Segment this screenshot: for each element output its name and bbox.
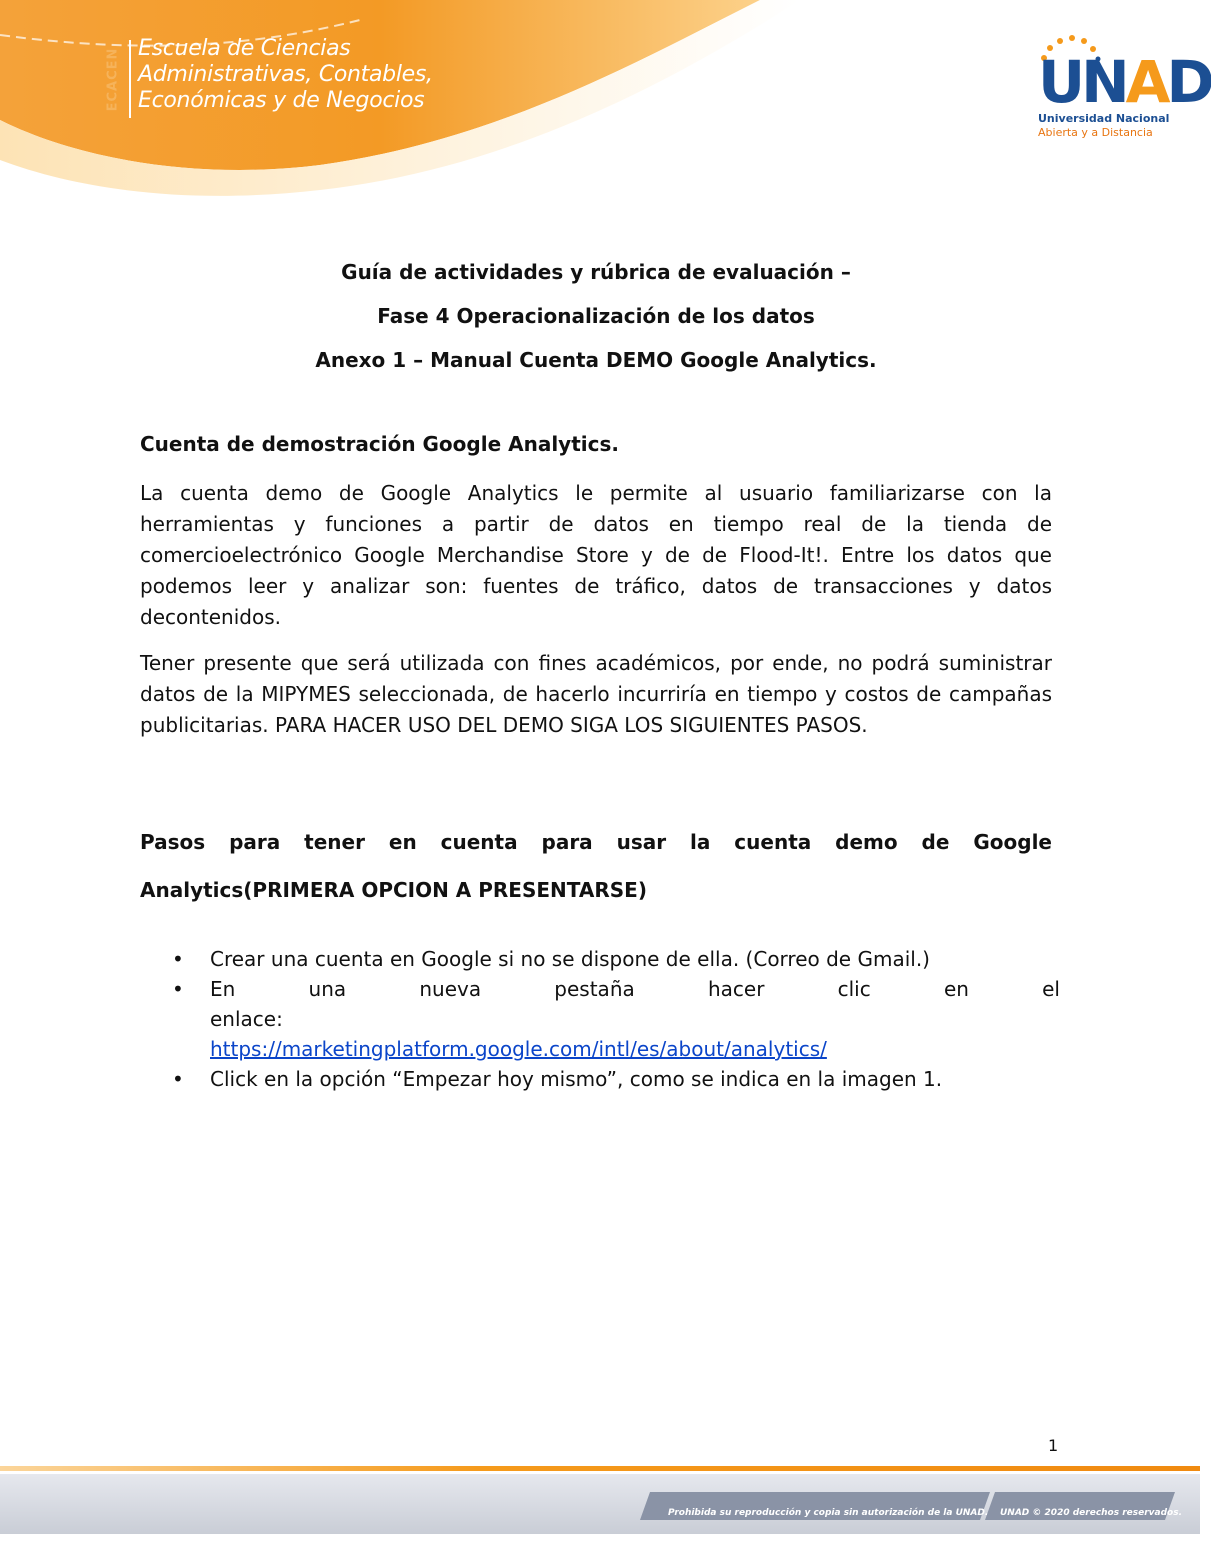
list-item xyxy=(140,974,1060,1064)
ecacen-vertical-label: ECACEN xyxy=(105,47,121,111)
school-line-3: Económicas y de Negocios xyxy=(138,88,425,113)
paragraph-intro: La cuenta demo de Google Analytics le permite al usuario familiarizarse con la herramientas y funciones a partir de datos en tiempo real de la tienda de comercioelectrónico Google Merchandise Store y de de Flood-It!. Entre los datos que podemos leer y analizar son: fuentes de tráfico, datos de transacciones y datos decontenidos. xyxy=(140,481,1052,629)
footer-copyright-notice: Prohibida su reproducción y copia sin autorización de la UNAD. xyxy=(668,1508,989,1518)
school-line-1: Escuela de Ciencias xyxy=(138,36,351,61)
unad-logo xyxy=(1030,30,1211,140)
step-3-text: Click en la opción “Empezar hoy mismo”, como se indica en la imagen 1. xyxy=(210,1067,943,1091)
steps-heading: Pasos para tener en cuenta para usar la cuenta demo de Google Analytics(PRIMERA OPCION A PRESENTARSE) xyxy=(140,830,1052,902)
step-2-text xyxy=(210,974,1060,1034)
school-name xyxy=(138,36,433,114)
bullet-icon: • xyxy=(172,977,184,1001)
analytics-link[interactable]: https://marketingplatform.google.com/intl/es/about/analytics/ xyxy=(210,1037,827,1061)
step-2-label: En una nueva pestaña hacer clic en el enlace: xyxy=(210,977,1060,1031)
footer-rights: UNAD © 2020 derechos reservados. xyxy=(1000,1508,1183,1518)
page-footer xyxy=(0,1462,1200,1553)
school-line-2: Administrativas, Contables, xyxy=(138,62,433,87)
page-header xyxy=(0,0,1211,215)
list-item xyxy=(140,944,1060,974)
document-body xyxy=(140,250,1060,1091)
school-divider xyxy=(129,40,131,118)
bullet-icon: • xyxy=(172,947,184,971)
logo-university-subtitle: Abierta y a Distancia xyxy=(1038,126,1153,139)
title-line-3: Anexo 1 – Manual Cuenta DEMO Google Analytics. xyxy=(315,348,877,372)
bullet-icon: • xyxy=(172,1067,184,1091)
title-line-2: Fase 4 Operacionalización de los datos xyxy=(377,304,815,328)
step-1-text: Crear una cuenta en Google si no se dispone de ella. (Correo de Gmail.) xyxy=(210,947,930,971)
logo-university-name: Universidad Nacional xyxy=(1038,112,1170,125)
section-heading: Cuenta de demostración Google Analytics. xyxy=(140,432,619,456)
steps-list xyxy=(140,944,1060,1094)
list-item xyxy=(140,1064,1060,1094)
logo-wordmark: UNAD xyxy=(1038,48,1211,116)
page-number: 1 xyxy=(1048,1436,1059,1455)
title-line-1: Guía de actividades y rúbrica de evaluación – xyxy=(341,260,851,284)
document-title-block xyxy=(140,250,1052,382)
paragraph-notice: Tener presente que será utilizada con fines académicos, por ende, no podrá suministrar datos de la MIPYMES seleccionada, de hacerlo incurriría en tiempo y costos de campañas publicitarias. PARA HACER USO DEL DEMO SIGA LOS SIGUIENTES PASOS. xyxy=(140,651,1052,737)
